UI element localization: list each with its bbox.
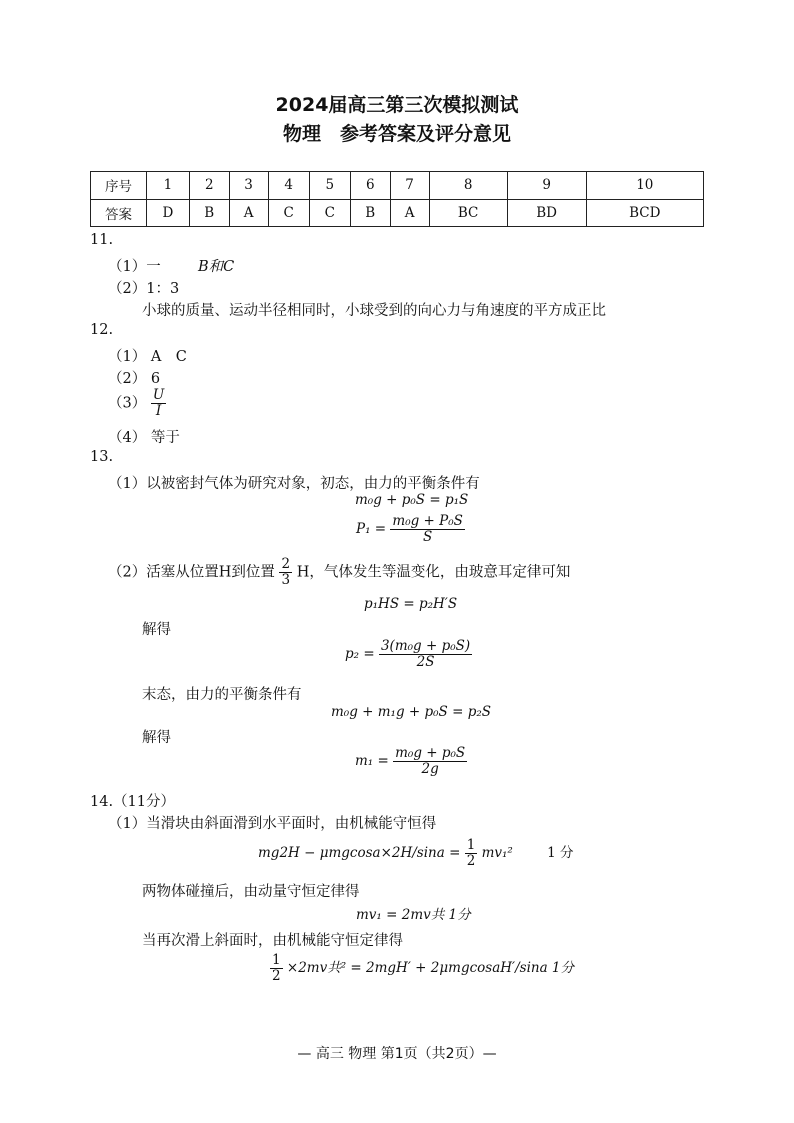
q12-part4: （4） 等于 xyxy=(108,430,180,446)
table-cell: 5 xyxy=(309,172,350,200)
q11-part1-answer: B和C xyxy=(198,259,235,275)
fraction-denominator: 2 xyxy=(466,852,476,869)
row-label-answer: 答案 xyxy=(91,199,147,227)
table-cell: 2 xyxy=(189,172,229,200)
table-cell: B xyxy=(350,199,390,227)
fraction-numerator: 1 xyxy=(466,837,476,853)
q13-part2-text xyxy=(108,557,570,588)
page-title: 2024届高三第三次模拟测试 xyxy=(275,94,519,116)
table-cell: 3 xyxy=(229,172,268,200)
fraction-u-over-i xyxy=(151,388,166,419)
q12-part1: （1） A C xyxy=(108,349,187,365)
equation-rhs: mv₁² xyxy=(481,844,513,861)
q11-part2-text: 小球的质量、运动半径相同时，小球受到的向心力与角速度的平方成正比 xyxy=(142,303,606,319)
equation-2 xyxy=(356,514,465,545)
row-label-number: 序号 xyxy=(91,172,147,200)
q13-part2-text-b: H，气体发生等温变化，由玻意耳定律可知 xyxy=(296,564,571,581)
equation-6 xyxy=(355,746,467,777)
equation-lhs: mg2H − μmgcosa×2H/sina = xyxy=(258,844,461,861)
fraction-numerator: m₀g + P₀S xyxy=(392,513,463,529)
fraction-denominator: I xyxy=(155,402,162,419)
fraction-half xyxy=(270,953,283,984)
table-cell: BD xyxy=(507,199,586,227)
equation-1: m₀g + p₀S = p₁S xyxy=(355,492,469,508)
equation-lhs: m₁ = xyxy=(355,752,389,769)
table-cell: 1 xyxy=(147,172,190,200)
equation-fraction xyxy=(379,639,472,670)
fraction-denominator: 2S xyxy=(416,653,435,670)
table-cell: B xyxy=(189,199,229,227)
table-cell: D xyxy=(147,199,190,227)
table-cell: BC xyxy=(429,199,507,227)
q11-number: 11. xyxy=(90,232,114,248)
fraction-half xyxy=(465,838,478,869)
q13-number: 13. xyxy=(90,449,114,465)
answer-table xyxy=(90,171,704,227)
q14-part1-text: （1）当滑块由斜面滑到水平面时，由机械能守恒得 xyxy=(108,816,437,832)
fraction-denominator: 2 xyxy=(272,967,281,984)
equation-momentum: mv₁ = 2mv共 1分 xyxy=(356,907,471,923)
fraction-denominator: 3 xyxy=(281,571,291,588)
equation-5: m₀g + m₁g + p₀S = p₂S xyxy=(331,704,491,720)
table-cell: 9 xyxy=(507,172,586,200)
table-row-numbers xyxy=(91,172,704,200)
q11-part1-label: （1）一 xyxy=(108,259,161,275)
solve-label-1: 解得 xyxy=(142,622,171,638)
score-label: 1 分 xyxy=(547,844,574,861)
q12-part2: （2） 6 xyxy=(108,371,161,387)
slide-text: 当再次滑上斜面时，由机械能守恒定律得 xyxy=(142,933,403,949)
equation-energy-2 xyxy=(270,953,574,984)
q13-part2-text-a: （2）活塞从位置H到位置 xyxy=(108,564,275,581)
equation-energy-1 xyxy=(258,838,574,869)
table-cell: C xyxy=(309,199,350,227)
final-state-text: 末态，由力的平衡条件有 xyxy=(142,687,302,703)
table-cell: C xyxy=(268,199,309,227)
equation-rhs: ×2mv共² = 2mgH′ + 2μmgcosaH′/sina 1分 xyxy=(286,959,575,976)
table-cell: BCD xyxy=(586,199,703,227)
solve-label-2: 解得 xyxy=(142,730,171,746)
q14-number: 14.（11分） xyxy=(90,794,176,810)
fraction-two-thirds xyxy=(279,557,292,588)
q11-part2-label: （2）1：3 xyxy=(108,281,180,297)
table-row-answers xyxy=(91,199,704,227)
fraction-numerator: m₀g + p₀S xyxy=(395,745,466,761)
fraction-numerator: 1 xyxy=(272,952,281,968)
equation-3: p₁HS = p₂H′S xyxy=(364,596,458,612)
fraction-denominator: S xyxy=(423,528,433,545)
page-subtitle: 物理 参考答案及评分意见 xyxy=(282,123,511,145)
fraction-numerator: U xyxy=(152,387,165,403)
table-cell: A xyxy=(390,199,429,227)
table-cell: 10 xyxy=(586,172,703,200)
fraction-numerator: 3(m₀g + p₀S) xyxy=(380,638,471,654)
table-cell: 8 xyxy=(429,172,507,200)
equation-lhs: P₁ = xyxy=(356,520,387,537)
table-cell: 6 xyxy=(350,172,390,200)
equation-lhs: p₂ = xyxy=(345,645,375,662)
table-cell: 7 xyxy=(390,172,429,200)
table-cell: A xyxy=(229,199,268,227)
q12-number: 12. xyxy=(90,322,114,338)
equation-fraction xyxy=(393,746,467,777)
q12-part3 xyxy=(108,388,166,419)
q12-part3-label: （3） xyxy=(108,395,147,412)
table-cell: 4 xyxy=(268,172,309,200)
equation-fraction xyxy=(390,514,465,545)
q13-part1-text: （1）以被密封气体为研究对象，初态，由力的平衡条件有 xyxy=(108,476,480,492)
equation-4 xyxy=(345,639,472,670)
fraction-numerator: 2 xyxy=(281,556,291,572)
collision-text: 两物体碰撞后，由动量守恒定律得 xyxy=(142,884,360,900)
fraction-denominator: 2g xyxy=(421,760,439,777)
page-footer: — 高三 物理 第1页（共2页）— xyxy=(297,1046,497,1062)
